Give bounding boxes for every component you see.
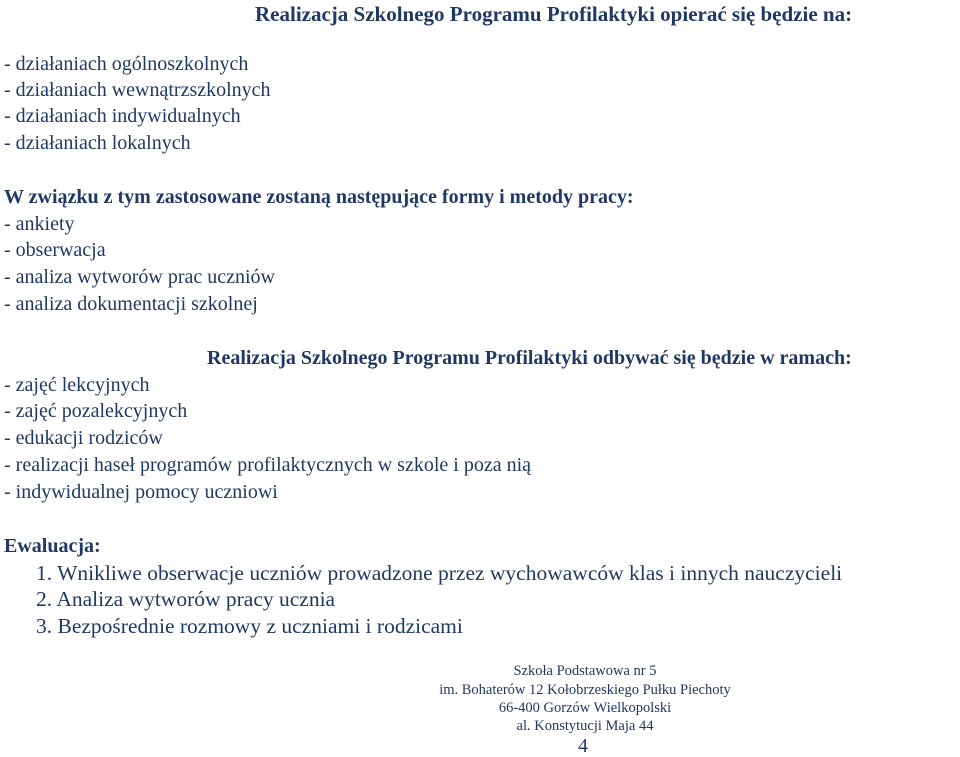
heading-basis: Realizacja Szkolnego Programu Profilaktyki opierać się będzie na:	[255, 2, 853, 26]
school-postal: 66-400 Gorzów Wielkopolski	[498, 700, 672, 716]
list-item: - realizacji haseł programów profilaktycznych w szkole i poza nią	[4, 454, 532, 476]
list-item: - analiza wytworów prac uczniów	[4, 266, 275, 288]
list-item: - ankiety	[4, 213, 75, 235]
list-item: - zajęć lekcyjnych	[4, 374, 150, 396]
list-item: - działaniach ogólnoszkolnych	[4, 53, 249, 75]
list-item: - działaniach lokalnych	[4, 132, 191, 154]
list-item: - zajęć pozalekcyjnych	[4, 400, 188, 422]
school-patron: im. Bohaterów 12 Kołobrzeskiego Pułku Piechoty	[439, 682, 731, 698]
heading-evaluation: Ewaluacja:	[4, 535, 101, 557]
list-item: - obserwacja	[4, 239, 106, 261]
heading-framework: Realizacja Szkolnego Programu Profilaktyki odbywać się będzie w ramach:	[207, 347, 852, 369]
list-item: - edukacji rodziców	[4, 427, 163, 449]
list-item: 3. Bezpośrednie rozmowy z uczniami i rodzicami	[36, 614, 463, 638]
page-number: 4	[578, 735, 588, 757]
list-item: - analiza dokumentacji szkolnej	[4, 293, 258, 315]
list-item: 2. Analiza wytworów pracy ucznia	[36, 587, 336, 611]
list-item: - indywidualnej pomocy uczniowi	[4, 481, 278, 503]
list-item: 1. Wnikliwe obserwacje uczniów prowadzone przez wychowawców klas i innych nauczycieli	[36, 561, 843, 585]
school-street: al. Konstytucji Maja 44	[516, 718, 654, 734]
school-name: Szkoła Podstawowa nr 5	[513, 663, 657, 679]
list-item: - działaniach indywidualnych	[4, 105, 241, 127]
list-item: - działaniach wewnątrzszkolnych	[4, 79, 271, 101]
heading-methods: W związku z tym zastosowane zostaną następujące formy i metody pracy:	[4, 186, 634, 208]
